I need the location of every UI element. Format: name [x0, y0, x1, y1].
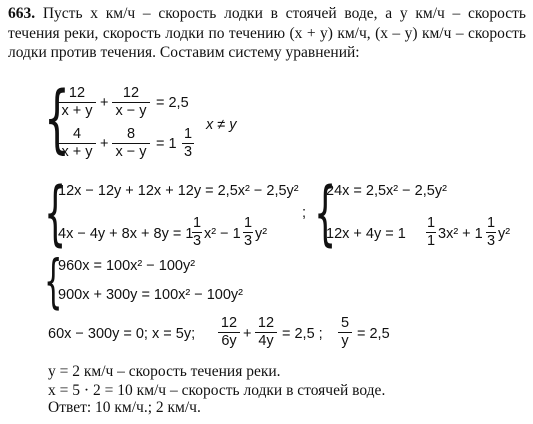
- problem-statement: [8, 4, 526, 63]
- conclusion-line2: x = 5 ⋅ 2 = 10 км/ч – скорость лодки в стоячей воде.: [48, 382, 386, 399]
- s2b-eq2-mid: 3x² + 1: [438, 226, 483, 242]
- s2-separator: ;: [302, 205, 307, 221]
- s3-eq1: 960x = 100x² − 100y²: [58, 258, 196, 274]
- s2a-eq2-end: y²: [255, 226, 268, 242]
- conclusion-line1: y = 2 км/ч – скорость течения реки.: [48, 363, 281, 380]
- system3-brace: {: [44, 247, 63, 315]
- line4-plus: +: [243, 326, 252, 342]
- s2a-eq2-frac2: $\frac{1}{3}$: [243, 215, 253, 249]
- s2b-eq2-end: y²: [498, 226, 511, 242]
- s2a-eq1: 12x − 12y + 12x + 12y = 2,5x² − 2,5y²: [58, 183, 299, 199]
- s1-eq2-plus: +: [100, 136, 109, 152]
- s2a-eq2-mid: x² − 1: [204, 226, 241, 242]
- s1-eq2-rhs-frac: $\frac{1}{3}$: [183, 126, 193, 160]
- line4-frac2: $\frac{12}{4y}$: [255, 315, 277, 350]
- line4-mid: = 2,5 ;: [282, 326, 323, 342]
- s1-eq2-frac2: $\frac{8}{x - y}$: [112, 126, 150, 161]
- s3-eq2: 900x + 300y = 100x² − 100y²: [58, 287, 244, 303]
- problem-text: Пусть x км/ч – скорость лодки в стоячей воде, а y км/ч – скорость течения реки, скорость лодки по течению (x + y) км/ч, (x – y) км/ч – скорость лодки против течения. Составим систему уравнений:: [8, 5, 526, 61]
- s2b-eq2-frac2: $\frac{1}{3}$: [486, 215, 496, 249]
- system2a-brace: {: [44, 172, 67, 254]
- line4-frac3: $\frac{5}{y}$: [338, 315, 352, 350]
- s1-eq2-rhs: = 1: [156, 136, 177, 152]
- line4-end: = 2,5: [357, 326, 390, 342]
- system1-brace: {: [44, 76, 70, 162]
- line4-left: 60x − 300y = 0; x = 5y;: [48, 326, 196, 342]
- s2b-eq2-frac1: $\frac{1}{1}$: [426, 215, 436, 249]
- s1-eq2-frac1: $\frac{4}{x + y}$: [58, 126, 96, 161]
- system2b-brace: {: [314, 172, 337, 254]
- s1-eq1-plus: +: [100, 95, 109, 111]
- s1-condition: x ≠ y: [206, 117, 237, 133]
- s2a-eq2-frac1: $\frac{1}{3}$: [192, 215, 202, 249]
- s2b-eq2-left: 12x + 4y = 1: [326, 226, 406, 242]
- line4-frac1: $\frac{12}{6y}$: [218, 315, 240, 350]
- s1-eq1-frac1: $\frac{12}{x + y}$: [58, 85, 96, 120]
- answer-line: Ответ: 10 км/ч.; 2 км/ч.: [48, 399, 201, 416]
- s2a-eq2-left: 4x − 4y + 8x + 8y = 1: [58, 226, 194, 242]
- s1-eq1-rhs: = 2,5: [156, 95, 189, 111]
- problem-number: 663.: [8, 5, 36, 22]
- s2b-eq1: 24x = 2,5x² − 2,5y²: [326, 183, 447, 199]
- s1-eq1-frac2: $\frac{12}{x - y}$: [112, 85, 150, 120]
